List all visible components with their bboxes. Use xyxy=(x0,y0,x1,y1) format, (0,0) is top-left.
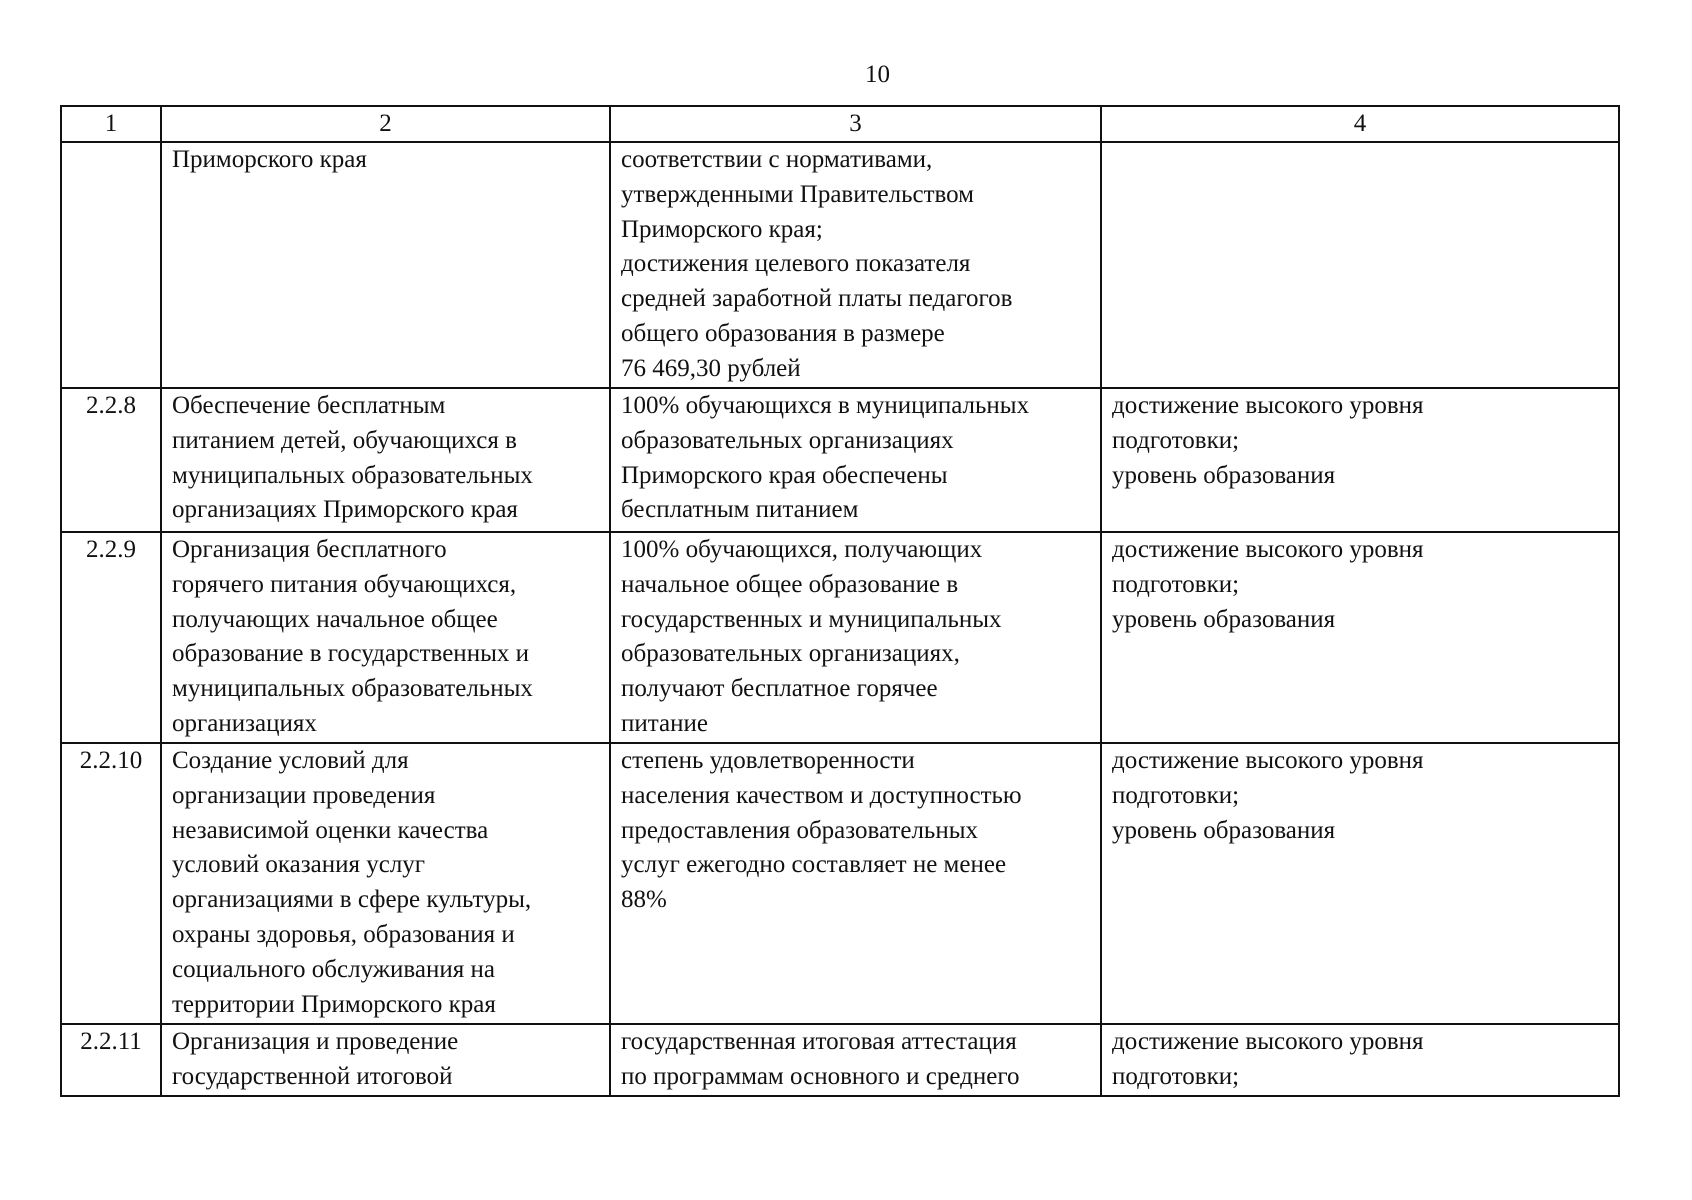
measure-name-cell: Организация и проведение государственной итоговой xyxy=(161,1024,610,1096)
measure-name-cell: Организация бесплатного горячего питания обучающихся, получающих начальное общее образование в государственных и муниципальных образовательных организациях xyxy=(161,532,610,743)
table-row xyxy=(61,388,1619,532)
row-number-cell: 2.2.9 xyxy=(61,532,161,743)
table-row xyxy=(61,532,1619,743)
table-row xyxy=(61,743,1619,1024)
column-header-2: 2 xyxy=(161,106,610,142)
measures-table xyxy=(60,105,1620,1097)
row-number-cell: 2.2.10 xyxy=(61,743,161,1024)
table-header-row xyxy=(61,106,1619,142)
page-number: 10 xyxy=(865,61,890,88)
row-number-cell: 2.2.8 xyxy=(61,388,161,532)
result-cell: достижение высокого уровня подготовки; уровень образования xyxy=(1101,743,1619,1024)
indicator-cell: 100% обучающихся, получающих начальное общее образование в государственных и муниципальных образовательных организациях, получают бесплатное горячее питание xyxy=(610,532,1101,743)
indicator-cell: государственная итоговая аттестация по программам основного и среднего xyxy=(610,1024,1101,1096)
table-row xyxy=(61,142,1619,388)
indicator-cell: 100% обучающихся в муниципальных образовательных организациях Приморского края обеспечены бесплатным питанием xyxy=(610,388,1101,532)
row-number-cell xyxy=(61,142,161,388)
measure-name-cell: Приморского края xyxy=(161,142,610,388)
indicator-cell: соответствии с нормативами, утвержденными Правительством Приморского края; достижения целевого показателя средней заработной платы педагогов общего образования в размере 76 469,30 рублей xyxy=(610,142,1101,388)
result-cell: достижение высокого уровня подготовки; уровень образования xyxy=(1101,532,1619,743)
column-header-4: 4 xyxy=(1101,106,1619,142)
column-header-3: 3 xyxy=(610,106,1101,142)
table-row xyxy=(61,1024,1619,1096)
indicator-cell: степень удовлетворенности населения качеством и доступностью предоставления образовательных услуг ежегодно составляет не менее 88% xyxy=(610,743,1101,1024)
result-cell: достижение высокого уровня подготовки; xyxy=(1101,1024,1619,1096)
measure-name-cell: Создание условий для организации проведения независимой оценки качества условий оказания услуг организациями в сфере культуры, охраны здоровья, образования и социального обслуживания на территории Приморского края xyxy=(161,743,610,1024)
result-cell xyxy=(1101,142,1619,388)
row-number-cell: 2.2.11 xyxy=(61,1024,161,1096)
measure-name-cell: Обеспечение бесплатным питанием детей, обучающихся в муниципальных образовательных организациях Приморского края xyxy=(161,388,610,532)
column-header-1: 1 xyxy=(61,106,161,142)
result-cell: достижение высокого уровня подготовки; уровень образования xyxy=(1101,388,1619,532)
